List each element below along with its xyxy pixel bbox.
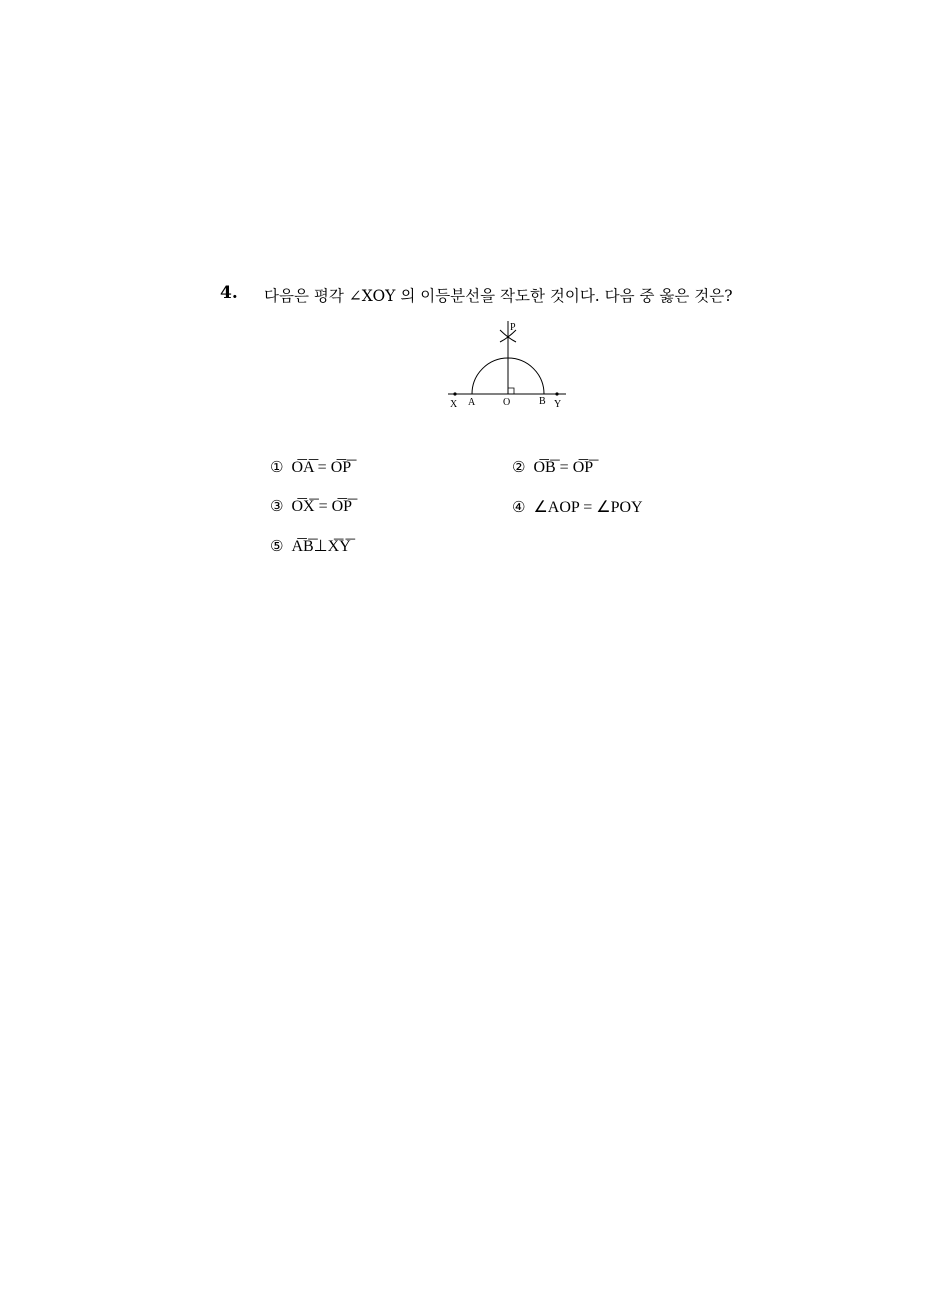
choice-4-expression: ∠AOP = ∠POY [533,499,643,516]
label-b: B [539,396,546,407]
choice-3[interactable] [270,497,352,516]
choice-1[interactable] [270,458,351,477]
label-x: X [450,399,458,410]
point-x [453,392,456,395]
figure-svg [440,318,580,418]
choice-4[interactable] [512,497,643,517]
choice-3-number: ③ [270,497,284,515]
choice-5-number: ⑤ [270,537,284,555]
label-a: A [468,397,476,408]
choice-1-expression: O͞A͞ = O͞P͞ [291,459,352,476]
choice-5-expression: A͞B͞⊥X͞Y͞ [291,538,351,555]
point-y [555,392,558,395]
choice-2[interactable] [512,458,593,477]
choice-2-number: ② [512,458,526,476]
choice-3-expression: O͞X͞ = O͞P͞ [291,498,353,515]
label-o: O [503,397,511,408]
question-text: 다음은 평각 ∠XOY 의 이등분선을 작도한 것이다. 다음 중 옳은 것은? [264,287,733,305]
right-angle-mark [508,388,514,394]
choice-4-number: ④ [512,498,526,516]
question-number: 4. [220,283,238,303]
label-p: P [510,322,516,333]
choice-1-number: ① [270,458,284,476]
choice-2-expression: O͞B͞ = O͞P͞ [533,459,594,476]
label-y: Y [554,399,562,410]
angle-bisector-figure [440,318,580,418]
choice-5[interactable] [270,536,351,556]
